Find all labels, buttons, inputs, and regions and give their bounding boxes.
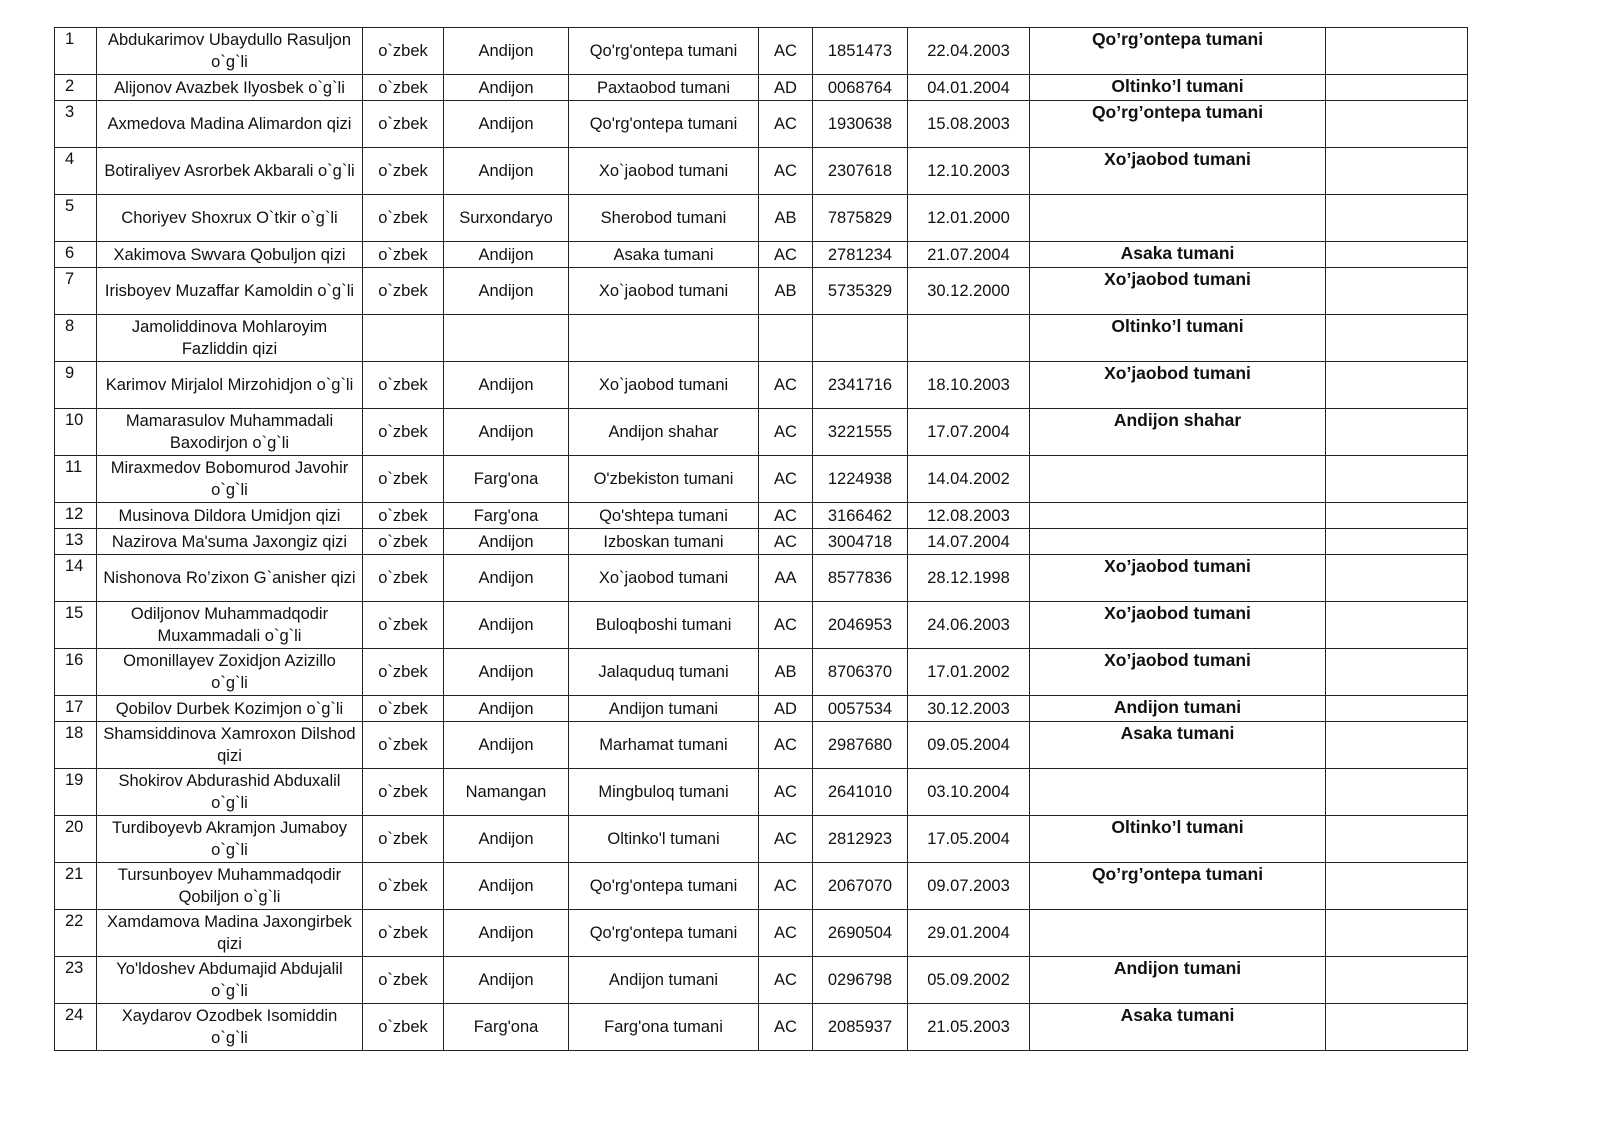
assigned-district-cell: Asaka tumani — [1030, 242, 1326, 268]
table-row — [55, 28, 1468, 75]
nationality-cell: o`zbek — [363, 148, 444, 195]
birth-date-cell: 21.07.2004 — [908, 242, 1030, 268]
nationality-cell: o`zbek — [363, 696, 444, 722]
nationality-cell: o`zbek — [363, 957, 444, 1004]
table-row — [55, 769, 1468, 816]
assigned-district-cell: Qo’rg’ontepa tumani — [1030, 101, 1326, 148]
district-cell: Buloqboshi tumani — [569, 602, 759, 649]
assigned-district-cell: Qo’rg’ontepa tumani — [1030, 863, 1326, 910]
row-number-cell: 23 — [55, 957, 97, 1004]
birth-date-cell: 21.05.2003 — [908, 1004, 1030, 1051]
birth-date-cell: 22.04.2003 — [908, 28, 1030, 75]
passport-number-cell: 2641010 — [813, 769, 908, 816]
nationality-cell: o`zbek — [363, 28, 444, 75]
passport-series-cell: AC — [759, 148, 813, 195]
nationality-cell: o`zbek — [363, 101, 444, 148]
passport-number-cell: 2046953 — [813, 602, 908, 649]
nationality-cell: o`zbek — [363, 195, 444, 242]
province-cell: Andijon — [444, 242, 569, 268]
row-number-cell: 1 — [55, 28, 97, 75]
birth-date-cell: 30.12.2000 — [908, 268, 1030, 315]
table-row — [55, 1004, 1468, 1051]
birth-date-cell: 12.01.2000 — [908, 195, 1030, 242]
nationality-cell: o`zbek — [363, 769, 444, 816]
passport-number-cell: 2812923 — [813, 816, 908, 863]
nationality-cell: o`zbek — [363, 409, 444, 456]
row-number-cell: 11 — [55, 456, 97, 503]
passport-number-cell: 0057534 — [813, 696, 908, 722]
row-number-cell: 4 — [55, 148, 97, 195]
passport-series-cell: AC — [759, 101, 813, 148]
passport-series-cell: AC — [759, 362, 813, 409]
empty-cell — [1326, 816, 1468, 863]
district-cell: Oltinko'l tumani — [569, 816, 759, 863]
full-name-cell: Xamdamova Madina Jaxongirbek qizi — [97, 910, 363, 957]
passport-number-cell: 1851473 — [813, 28, 908, 75]
passport-number-cell: 1224938 — [813, 456, 908, 503]
empty-cell — [1326, 268, 1468, 315]
full-name-cell: Tursunboyev Muhammadqodir Qobiljon o`g`li — [97, 863, 363, 910]
birth-date-cell: 09.05.2004 — [908, 722, 1030, 769]
passport-number-cell: 0296798 — [813, 957, 908, 1004]
province-cell: Namangan — [444, 769, 569, 816]
empty-cell — [1326, 957, 1468, 1004]
table-row — [55, 148, 1468, 195]
nationality-cell: o`zbek — [363, 242, 444, 268]
district-cell: Xo`jaobod tumani — [569, 148, 759, 195]
empty-cell — [1326, 456, 1468, 503]
passport-series-cell: AC — [759, 28, 813, 75]
row-number-cell: 24 — [55, 1004, 97, 1051]
row-number-cell: 20 — [55, 816, 97, 863]
province-cell: Surxondaryo — [444, 195, 569, 242]
birth-date-cell: 12.10.2003 — [908, 148, 1030, 195]
empty-cell — [1326, 910, 1468, 957]
assigned-district-cell: Xo’jaobod tumani — [1030, 649, 1326, 696]
district-cell: Andijon shahar — [569, 409, 759, 456]
row-number-cell: 3 — [55, 101, 97, 148]
assigned-district-cell — [1030, 456, 1326, 503]
passport-series-cell: AB — [759, 268, 813, 315]
nationality-cell: o`zbek — [363, 555, 444, 602]
passport-number-cell: 2781234 — [813, 242, 908, 268]
passport-number-cell: 3221555 — [813, 409, 908, 456]
table-row — [55, 696, 1468, 722]
table-row — [55, 529, 1468, 555]
row-number-cell: 13 — [55, 529, 97, 555]
passport-number-cell: 2341716 — [813, 362, 908, 409]
empty-cell — [1326, 409, 1468, 456]
passport-number-cell: 7875829 — [813, 195, 908, 242]
full-name-cell: Shokirov Abdurashid Abduxalil o`g`li — [97, 769, 363, 816]
table-row — [55, 503, 1468, 529]
row-number-cell: 17 — [55, 696, 97, 722]
birth-date-cell: 14.04.2002 — [908, 456, 1030, 503]
province-cell: Andijon — [444, 602, 569, 649]
table-row — [55, 456, 1468, 503]
full-name-cell: Yo'ldoshev Abdumajid Abdujalil o`g`li — [97, 957, 363, 1004]
passport-number-cell: 2987680 — [813, 722, 908, 769]
passport-series-cell: AC — [759, 863, 813, 910]
nationality-cell: o`zbek — [363, 816, 444, 863]
full-name-cell: Qobilov Durbek Kozimjon o`g`li — [97, 696, 363, 722]
table-row — [55, 863, 1468, 910]
birth-date-cell: 03.10.2004 — [908, 769, 1030, 816]
table-row — [55, 315, 1468, 362]
full-name-cell: Nishonova Ro’zixon G`anisher qizi — [97, 555, 363, 602]
assigned-district-cell — [1030, 195, 1326, 242]
row-number-cell: 18 — [55, 722, 97, 769]
student-table — [54, 27, 1468, 1051]
birth-date-cell: 29.01.2004 — [908, 910, 1030, 957]
row-number-cell: 6 — [55, 242, 97, 268]
district-cell: Xo`jaobod tumani — [569, 268, 759, 315]
empty-cell — [1326, 602, 1468, 649]
nationality-cell: o`zbek — [363, 722, 444, 769]
district-cell — [569, 315, 759, 362]
district-cell: Izboskan tumani — [569, 529, 759, 555]
passport-series-cell: AC — [759, 602, 813, 649]
passport-number-cell: 3004718 — [813, 529, 908, 555]
assigned-district-cell: Xo’jaobod tumani — [1030, 602, 1326, 649]
province-cell: Andijon — [444, 863, 569, 910]
assigned-district-cell — [1030, 503, 1326, 529]
assigned-district-cell: Andijon tumani — [1030, 696, 1326, 722]
row-number-cell: 21 — [55, 863, 97, 910]
table-row — [55, 649, 1468, 696]
table-row — [55, 195, 1468, 242]
passport-number-cell: 0068764 — [813, 75, 908, 101]
district-cell: Paxtaobod tumani — [569, 75, 759, 101]
district-cell: Qo'rg'ontepa tumani — [569, 101, 759, 148]
table-row — [55, 910, 1468, 957]
nationality-cell — [363, 315, 444, 362]
full-name-cell: Mamarasulov Muhammadali Baxodirjon o`g`li — [97, 409, 363, 456]
nationality-cell: o`zbek — [363, 268, 444, 315]
passport-series-cell: AC — [759, 722, 813, 769]
passport-series-cell: AB — [759, 195, 813, 242]
assigned-district-cell: Xo’jaobod tumani — [1030, 362, 1326, 409]
passport-number-cell: 3166462 — [813, 503, 908, 529]
passport-number-cell: 8706370 — [813, 649, 908, 696]
row-number-cell: 14 — [55, 555, 97, 602]
empty-cell — [1326, 503, 1468, 529]
province-cell: Andijon — [444, 148, 569, 195]
full-name-cell: Xaydarov Ozodbek Isomiddin o`g`li — [97, 1004, 363, 1051]
district-cell: Marhamat tumani — [569, 722, 759, 769]
assigned-district-cell: Xo’jaobod tumani — [1030, 555, 1326, 602]
nationality-cell: o`zbek — [363, 602, 444, 649]
assigned-district-cell: Andijon shahar — [1030, 409, 1326, 456]
row-number-cell: 22 — [55, 910, 97, 957]
province-cell: Andijon — [444, 101, 569, 148]
district-cell: Asaka tumani — [569, 242, 759, 268]
province-cell: Andijon — [444, 268, 569, 315]
full-name-cell: Omonillayev Zoxidjon Azizillo o`g`li — [97, 649, 363, 696]
passport-series-cell: AB — [759, 649, 813, 696]
birth-date-cell: 30.12.2003 — [908, 696, 1030, 722]
row-number-cell: 8 — [55, 315, 97, 362]
district-cell: Qo'rg'ontepa tumani — [569, 28, 759, 75]
table-row — [55, 268, 1468, 315]
passport-number-cell: 1930638 — [813, 101, 908, 148]
empty-cell — [1326, 696, 1468, 722]
district-cell: Jalaquduq tumani — [569, 649, 759, 696]
province-cell: Andijon — [444, 957, 569, 1004]
birth-date-cell: 17.01.2002 — [908, 649, 1030, 696]
full-name-cell: Karimov Mirjalol Mirzohidjon o`g`li — [97, 362, 363, 409]
district-cell: Mingbuloq tumani — [569, 769, 759, 816]
nationality-cell: o`zbek — [363, 529, 444, 555]
birth-date-cell: 17.07.2004 — [908, 409, 1030, 456]
table-row — [55, 722, 1468, 769]
row-number-cell: 16 — [55, 649, 97, 696]
nationality-cell: o`zbek — [363, 863, 444, 910]
nationality-cell: o`zbek — [363, 503, 444, 529]
assigned-district-cell: Oltinko’l tumani — [1030, 816, 1326, 863]
empty-cell — [1326, 195, 1468, 242]
row-number-cell: 9 — [55, 362, 97, 409]
birth-date-cell: 17.05.2004 — [908, 816, 1030, 863]
empty-cell — [1326, 529, 1468, 555]
province-cell: Andijon — [444, 409, 569, 456]
district-cell: Xo`jaobod tumani — [569, 362, 759, 409]
empty-cell — [1326, 649, 1468, 696]
province-cell: Farg'ona — [444, 503, 569, 529]
full-name-cell: Musinova Dildora Umidjon qizi — [97, 503, 363, 529]
row-number-cell: 12 — [55, 503, 97, 529]
province-cell: Farg'ona — [444, 1004, 569, 1051]
full-name-cell: Irisboyev Muzaffar Kamoldin o`g`li — [97, 268, 363, 315]
empty-cell — [1326, 555, 1468, 602]
empty-cell — [1326, 769, 1468, 816]
nationality-cell: o`zbek — [363, 910, 444, 957]
passport-number-cell: 8577836 — [813, 555, 908, 602]
birth-date-cell: 05.09.2002 — [908, 957, 1030, 1004]
birth-date-cell: 12.08.2003 — [908, 503, 1030, 529]
province-cell: Farg'ona — [444, 456, 569, 503]
province-cell: Andijon — [444, 649, 569, 696]
birth-date-cell — [908, 315, 1030, 362]
district-cell: O'zbekiston tumani — [569, 456, 759, 503]
table-body — [55, 28, 1468, 1051]
empty-cell — [1326, 1004, 1468, 1051]
full-name-cell: Alijonov Avazbek Ilyosbek o`g`li — [97, 75, 363, 101]
empty-cell — [1326, 101, 1468, 148]
passport-series-cell: AC — [759, 409, 813, 456]
birth-date-cell: 28.12.1998 — [908, 555, 1030, 602]
province-cell: Andijon — [444, 529, 569, 555]
assigned-district-cell: Xo’jaobod tumani — [1030, 268, 1326, 315]
assigned-district-cell: Oltinko’l tumani — [1030, 75, 1326, 101]
table-row — [55, 75, 1468, 101]
nationality-cell: o`zbek — [363, 649, 444, 696]
nationality-cell: o`zbek — [363, 1004, 444, 1051]
passport-series-cell: AC — [759, 456, 813, 503]
full-name-cell: Botiraliyev Asrorbek Akbarali o`g`li — [97, 148, 363, 195]
assigned-district-cell — [1030, 769, 1326, 816]
nationality-cell: o`zbek — [363, 75, 444, 101]
passport-number-cell: 2690504 — [813, 910, 908, 957]
passport-series-cell: AC — [759, 1004, 813, 1051]
district-cell: Sherobod tumani — [569, 195, 759, 242]
assigned-district-cell: Xo’jaobod tumani — [1030, 148, 1326, 195]
full-name-cell: Jamoliddinova Mohlaroyim Fazliddin qizi — [97, 315, 363, 362]
birth-date-cell: 04.01.2004 — [908, 75, 1030, 101]
row-number-cell: 7 — [55, 268, 97, 315]
full-name-cell: Shamsiddinova Xamroxon Dilshod qizi — [97, 722, 363, 769]
province-cell: Andijon — [444, 362, 569, 409]
full-name-cell: Odiljonov Muhammadqodir Muxammadali o`g`li — [97, 602, 363, 649]
province-cell: Andijon — [444, 816, 569, 863]
table-row — [55, 602, 1468, 649]
passport-series-cell: AC — [759, 529, 813, 555]
province-cell: Andijon — [444, 696, 569, 722]
full-name-cell: Choriyev Shoxrux O`tkir o`g`li — [97, 195, 363, 242]
province-cell — [444, 315, 569, 362]
district-cell: Xo`jaobod tumani — [569, 555, 759, 602]
empty-cell — [1326, 362, 1468, 409]
passport-number-cell — [813, 315, 908, 362]
assigned-district-cell: Andijon tumani — [1030, 957, 1326, 1004]
empty-cell — [1326, 28, 1468, 75]
full-name-cell: Nazirova Ma'suma Jaxongiz qizi — [97, 529, 363, 555]
passport-series-cell: AC — [759, 242, 813, 268]
full-name-cell: Axmedova Madina Alimardon qizi — [97, 101, 363, 148]
empty-cell — [1326, 722, 1468, 769]
empty-cell — [1326, 148, 1468, 195]
assigned-district-cell: Oltinko’l tumani — [1030, 315, 1326, 362]
passport-series-cell: AA — [759, 555, 813, 602]
passport-series-cell: AC — [759, 769, 813, 816]
table-row — [55, 555, 1468, 602]
row-number-cell: 10 — [55, 409, 97, 456]
district-cell: Qo'shtepa tumani — [569, 503, 759, 529]
table-row — [55, 957, 1468, 1004]
birth-date-cell: 18.10.2003 — [908, 362, 1030, 409]
district-cell: Qo'rg'ontepa tumani — [569, 910, 759, 957]
passport-series-cell: AD — [759, 696, 813, 722]
passport-series-cell: AD — [759, 75, 813, 101]
table-row — [55, 101, 1468, 148]
district-cell: Andijon tumani — [569, 957, 759, 1004]
birth-date-cell: 24.06.2003 — [908, 602, 1030, 649]
assigned-district-cell — [1030, 910, 1326, 957]
province-cell: Andijon — [444, 910, 569, 957]
row-number-cell: 2 — [55, 75, 97, 101]
nationality-cell: o`zbek — [363, 362, 444, 409]
birth-date-cell: 14.07.2004 — [908, 529, 1030, 555]
province-cell: Andijon — [444, 722, 569, 769]
row-number-cell: 5 — [55, 195, 97, 242]
passport-series-cell: AC — [759, 910, 813, 957]
empty-cell — [1326, 75, 1468, 101]
empty-cell — [1326, 242, 1468, 268]
passport-series-cell: AC — [759, 816, 813, 863]
table-row — [55, 816, 1468, 863]
table-row — [55, 409, 1468, 456]
table-row — [55, 242, 1468, 268]
assigned-district-cell: Asaka tumani — [1030, 722, 1326, 769]
passport-number-cell: 2067070 — [813, 863, 908, 910]
nationality-cell: o`zbek — [363, 456, 444, 503]
passport-series-cell: AC — [759, 957, 813, 1004]
birth-date-cell: 15.08.2003 — [908, 101, 1030, 148]
empty-cell — [1326, 863, 1468, 910]
row-number-cell: 19 — [55, 769, 97, 816]
row-number-cell: 15 — [55, 602, 97, 649]
district-cell: Andijon tumani — [569, 696, 759, 722]
passport-number-cell: 2085937 — [813, 1004, 908, 1051]
province-cell: Andijon — [444, 28, 569, 75]
passport-series-cell — [759, 315, 813, 362]
full-name-cell: Turdiboyevb Akramjon Jumaboy o`g`li — [97, 816, 363, 863]
district-cell: Qo'rg'ontepa tumani — [569, 863, 759, 910]
full-name-cell: Xakimova Swvara Qobuljon qizi — [97, 242, 363, 268]
full-name-cell: Abdukarimov Ubaydullo Rasuljon o`g`li — [97, 28, 363, 75]
passport-series-cell: AC — [759, 503, 813, 529]
province-cell: Andijon — [444, 555, 569, 602]
empty-cell — [1326, 315, 1468, 362]
assigned-district-cell — [1030, 529, 1326, 555]
full-name-cell: Miraxmedov Bobomurod Javohir o`g`li — [97, 456, 363, 503]
passport-number-cell: 5735329 — [813, 268, 908, 315]
assigned-district-cell: Qo’rg’ontepa tumani — [1030, 28, 1326, 75]
passport-number-cell: 2307618 — [813, 148, 908, 195]
birth-date-cell: 09.07.2003 — [908, 863, 1030, 910]
province-cell: Andijon — [444, 75, 569, 101]
district-cell: Farg'ona tumani — [569, 1004, 759, 1051]
assigned-district-cell: Asaka tumani — [1030, 1004, 1326, 1051]
table-row — [55, 362, 1468, 409]
